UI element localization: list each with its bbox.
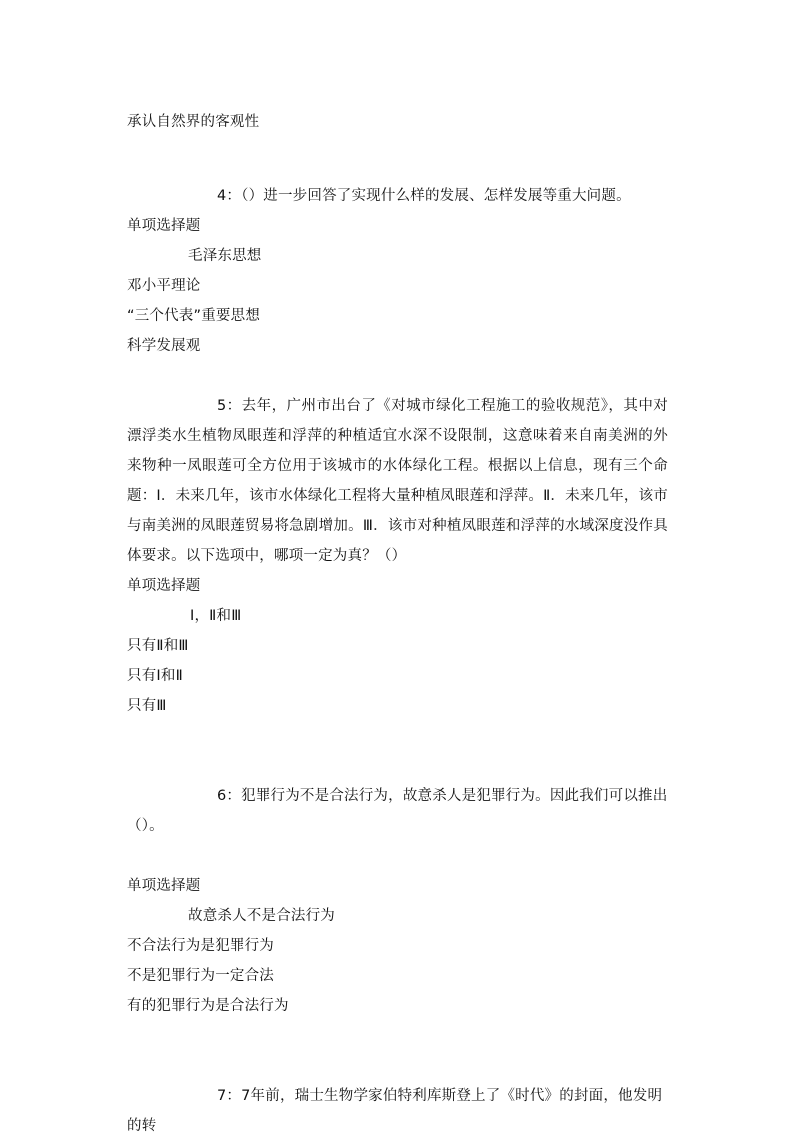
question-4-option-4: 科学发展观 [127, 338, 201, 354]
question-5-option-4: 只有Ⅲ [127, 698, 167, 714]
question-5-option-3: 只有Ⅰ和Ⅱ [127, 668, 183, 684]
continuation-text: 承认自然界的客观性 [127, 113, 260, 130]
question-4-option-1: 毛泽东思想 [188, 248, 262, 264]
question-block-7 [127, 1081, 668, 1141]
question-4-type-label: 单项选择题 [127, 218, 201, 234]
question-6-stem: 6：犯罪行为不是合法行为，故意杀人是犯罪行为。因此我们可以推出（）。 [127, 788, 668, 834]
question-5-stem: 5：去年，广州市出台了《对城市绿化工程施工的验收规范》，其中对漂浮类水生植物凤眼莲和浮萍的种植适宜水深不设限制，这意味着来自南美洲的外来物种一凤眼莲可全方位用于该城市的水体绿化工程。根据以上信息，现有三个命题：Ⅰ．未来几年，该市水体绿化工程将大量种植凤眼莲和浮萍。Ⅱ．未来几年，该市与南美洲的凤眼莲贸易将急剧增加。Ⅲ．该市对种植凤眼莲和浮萍的水域深度没作具体要求。以下选项中，哪项一定为真？（） [127, 398, 669, 564]
question-6-type-label: 单项选择题 [127, 878, 201, 894]
question-6-option-3: 不是犯罪行为一定合法 [127, 968, 274, 984]
question-5-option-2: 只有Ⅱ和Ⅲ [127, 638, 189, 654]
document-body [127, 92, 668, 1141]
paragraph-spacer [127, 841, 668, 871]
question-6-option-4: 有的犯罪行为是合法行为 [127, 998, 289, 1014]
question-6-option-1: 故意杀人不是合法行为 [188, 908, 335, 924]
question-5-option-1: Ⅰ，Ⅱ和Ⅲ [190, 608, 242, 624]
paragraph-spacer [127, 151, 668, 181]
question-block-5 [127, 391, 668, 721]
question-block-4 [127, 181, 668, 361]
question-4-option-2: 邓小平理论 [127, 278, 201, 294]
question-7-stem: 7：7年前，瑞士生物学家伯特利库斯登上了《时代》的封面，他发明的转 [127, 1088, 663, 1134]
question-4-stem: 4：（）进一步回答了实现什么样的发展、怎样发展等重大问题。 [217, 188, 631, 204]
paragraph-spacer [127, 361, 668, 391]
question-block-6 [127, 781, 668, 1021]
question-6-option-2: 不合法行为是犯罪行为 [127, 938, 274, 954]
paragraph-spacer [127, 721, 668, 781]
question-4-option-3: “三个代表”重要思想 [127, 308, 261, 324]
paragraph-spacer [127, 1021, 668, 1081]
question-5-type-label: 单项选择题 [127, 578, 201, 594]
